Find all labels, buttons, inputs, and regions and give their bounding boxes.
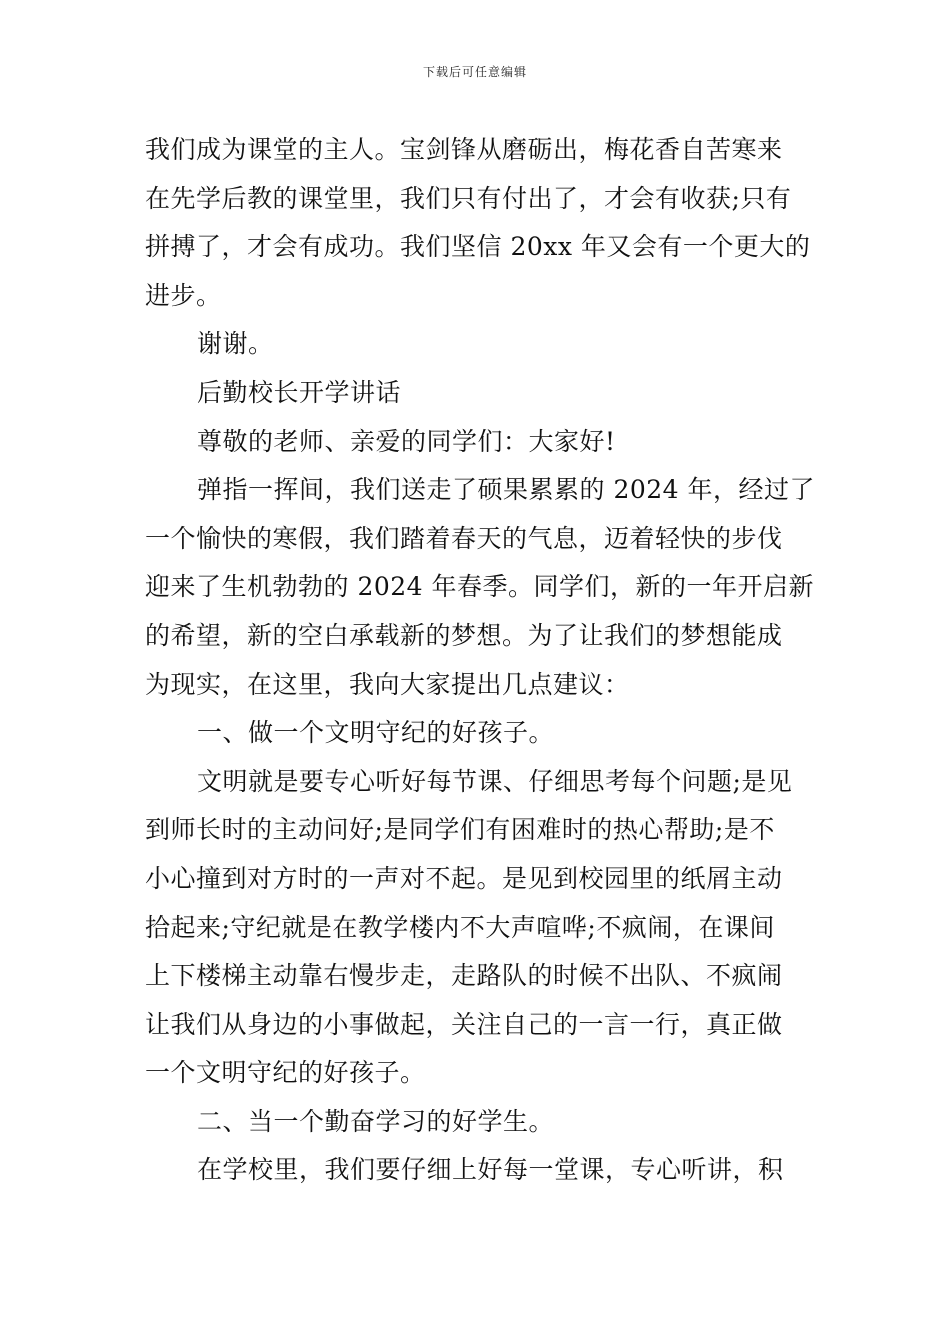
point-heading: 二、当一个勤奋学习的好学生。 — [197, 1106, 555, 1136]
salutation: 尊敬的老师、亲爱的同学们：大家好! — [197, 426, 616, 456]
section-title: 后勤校长开学讲话 — [197, 377, 402, 407]
text-line: 弹指一挥间，我们送走了硕果累累的 2024 年，经过了 — [197, 475, 816, 505]
text-line: 到师长时的主动问好;是同学们有困难时的热心帮助;是不 — [145, 815, 775, 845]
text-line: 一个愉快的寒假，我们踏着春天的气息，迈着轻快的步伐 — [145, 523, 783, 553]
text-line: 拾起来;守纪就是在教学楼内不大声喧哗;不疯闹，在课间 — [145, 912, 775, 942]
text-line: 迎来了生机勃勃的 2024 年春季。同学们，新的一年开启新 — [145, 572, 815, 602]
page-header: 下载后可任意编辑 — [422, 65, 527, 79]
text-line: 让我们从身边的小事做起，关注自己的一言一行，真正做 — [145, 1009, 783, 1039]
text-line: 拼搏了，才会有成功。我们坚信 20xx 年又会有一个更大的 — [145, 232, 811, 262]
text-line: 为现实，在这里，我向大家提出几点建议： — [145, 669, 630, 699]
text-line: 小心撞到对方时的一声对不起。是见到校园里的纸屑主动 — [145, 863, 783, 893]
text-line: 在先学后教的课堂里，我们只有付出了，才会有收获;只有 — [145, 183, 792, 213]
document-body — [145, 126, 815, 1195]
point-heading: 一、做一个文明守纪的好孩子。 — [197, 718, 555, 748]
text-line: 一个文明守纪的好孩子。 — [145, 1058, 426, 1088]
text-line: 文明就是要专心听好每节课、仔细思考每个问题;是见 — [197, 766, 793, 796]
text-line: 的希望，新的空白承载新的梦想。为了让我们的梦想能成 — [145, 620, 783, 650]
text-line: 进步。 — [145, 280, 222, 310]
text-line: 谢谢。 — [197, 329, 274, 359]
text-line: 在学校里，我们要仔细上好每一堂课，专心听讲，积 — [197, 1155, 784, 1185]
text-line: 我们成为课堂的主人。宝剑锋从磨砺出，梅花香自苦寒来 — [145, 135, 783, 164]
text-line: 上下楼梯主动靠右慢步走，走路队的时候不出队、不疯闹 — [145, 961, 783, 991]
